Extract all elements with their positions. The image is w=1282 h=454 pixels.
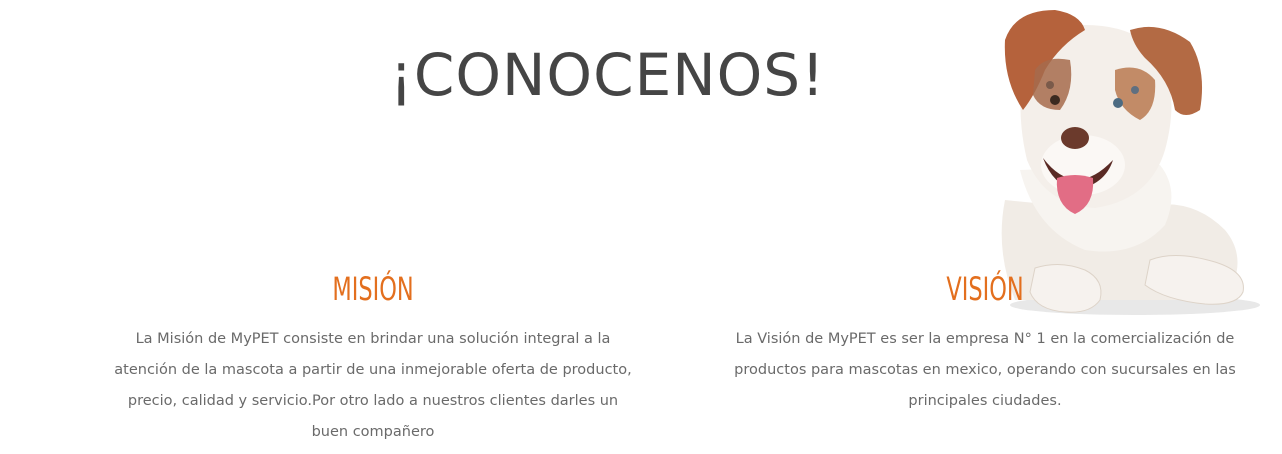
mission-text: La Misión de MyPET consiste en brindar una solución integral a la atención de la mascota a partir de una inmejorable oferta de producto, precio, calidad y servicio.Por otro lado a nuestros clientes darles un buen compañero (114, 331, 632, 440)
vision-section (725, 268, 1245, 417)
page-title: ¡CONOCENOS! (389, 41, 826, 109)
mission-section (113, 268, 633, 448)
vision-text: La Visión de MyPET es ser la empresa N° 1 en la comercialización de productos para mascotas en mexico, operando con sucursales en las principales ciudades. (734, 331, 1236, 409)
mission-heading: MISIÓN (332, 270, 414, 308)
vision-heading: VISIÓN (946, 270, 1024, 308)
